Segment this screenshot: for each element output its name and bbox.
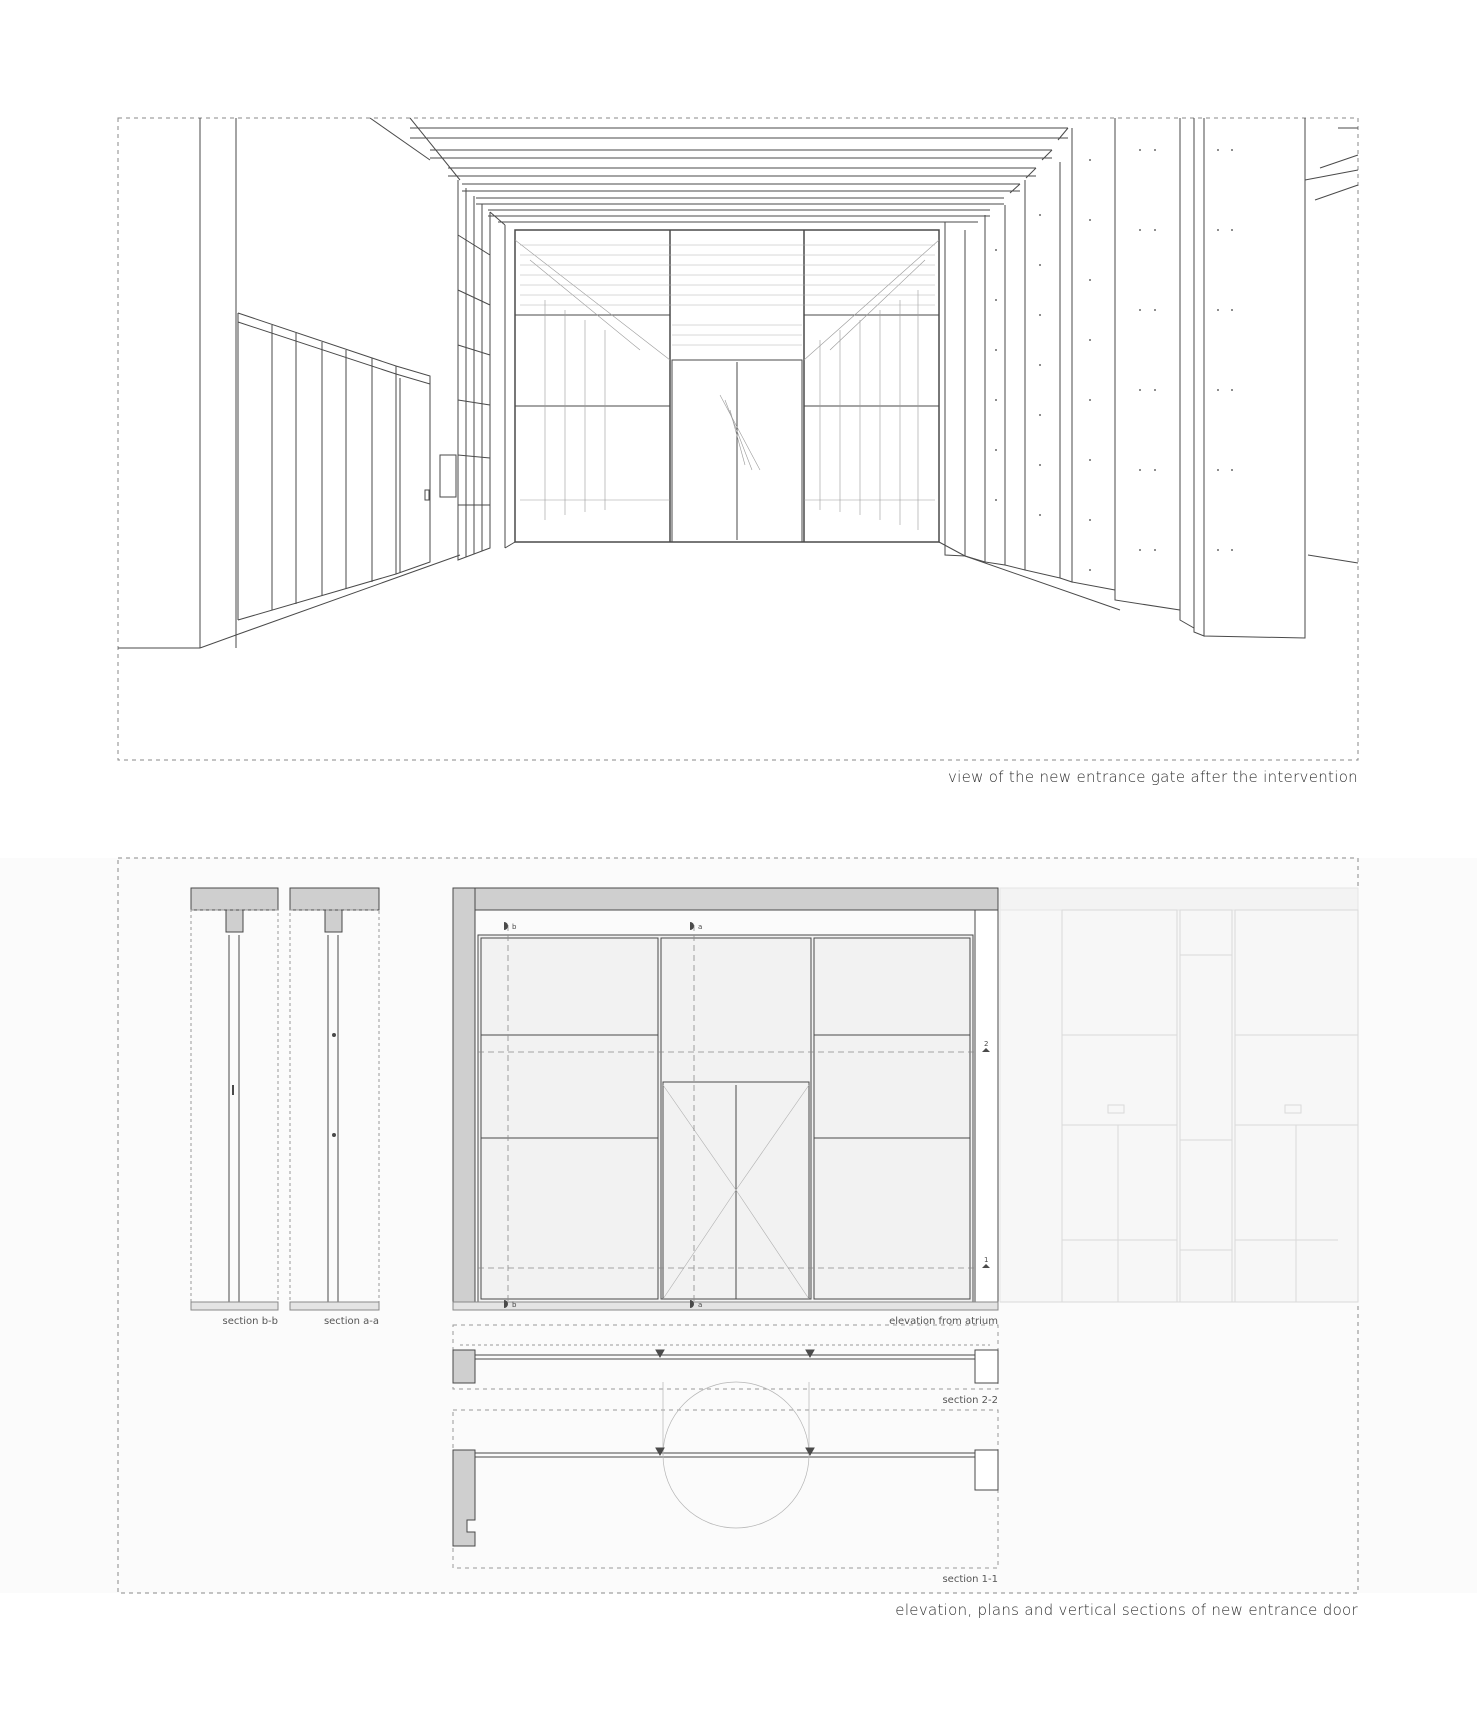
floor-lines xyxy=(505,542,1358,610)
svg-text:a: a xyxy=(698,923,703,931)
perspective-caption: view of the new entrance gate after the intervention xyxy=(947,768,1358,786)
label-section-b-b: section b-b xyxy=(222,1316,278,1327)
pilaster-bolts xyxy=(995,149,1233,571)
label-elevation: elevation from atrium xyxy=(889,1316,998,1327)
svg-text:b: b xyxy=(512,1301,517,1309)
label-section-a-a: section a-a xyxy=(323,1316,379,1327)
elevation-from-atrium xyxy=(453,888,998,1310)
svg-text:2: 2 xyxy=(984,1040,989,1048)
right-pilasters xyxy=(945,118,1358,638)
svg-text:a: a xyxy=(698,1301,703,1309)
perspective-view xyxy=(118,118,1358,760)
technical-drawings xyxy=(0,858,1477,1593)
left-wall xyxy=(118,118,460,648)
ceiling-beams xyxy=(410,128,1068,222)
svg-text:b: b xyxy=(512,923,517,931)
entrance-gate xyxy=(515,230,939,542)
left-wall-panels xyxy=(238,313,456,620)
wall-switch-box xyxy=(440,455,456,497)
svg-text:1: 1 xyxy=(984,1256,989,1264)
drawings-caption: elevation, plans and vertical sections of new entrance door xyxy=(895,1601,1358,1619)
left-glazed-frame xyxy=(458,180,505,560)
ghost-elevation xyxy=(1000,888,1358,1302)
label-section-2-2: section 2-2 xyxy=(942,1395,998,1406)
label-section-1-1: section 1-1 xyxy=(942,1574,998,1585)
